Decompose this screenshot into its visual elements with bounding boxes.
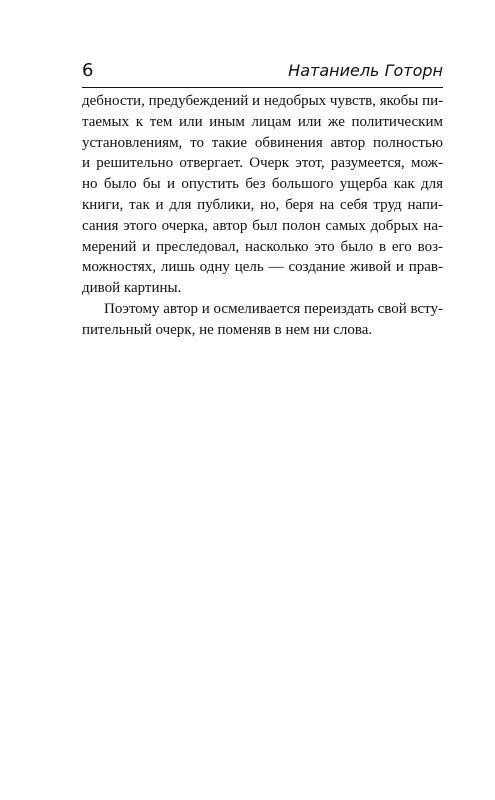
text-line: пительный очерк, не поменяв в нем ни слова. [82, 321, 373, 338]
header-rule [82, 87, 443, 88]
text-line: можностях, лишь одну цель — создание живой и прав- [82, 259, 443, 276]
text-line: книги, так и для публики, но, беря на себя труд напи- [82, 196, 443, 213]
text-line: установлениям, то такие обвинения автор полностью [82, 134, 443, 151]
text-line: мерений и преследовал, насколько это было в его воз- [82, 238, 443, 255]
page-number: 6 [82, 60, 94, 81]
text-line: и решительно отвергает. Очерк этот, разумеется, мож- [82, 155, 443, 172]
author-name: Натаниель Готорн [288, 61, 443, 80]
text-line: но было бы и опустить без большого ущерба как для [82, 176, 443, 193]
text-line: дивой картины. [82, 280, 182, 297]
body-text [82, 91, 443, 341]
text-line: таемых к тем или иным лицам или же политическим [82, 113, 443, 130]
paragraph-1 [82, 91, 443, 299]
text-line: Поэтому автор и осмеливается переиздать свой всту- [104, 300, 443, 317]
paragraph-2 [82, 299, 443, 341]
text-line: дебности, предубеждений и недобрых чувств, якобы пи- [82, 93, 444, 109]
running-head [82, 60, 443, 88]
text-line: сания этого очерка, автор был полон самых добрых на- [82, 217, 443, 234]
